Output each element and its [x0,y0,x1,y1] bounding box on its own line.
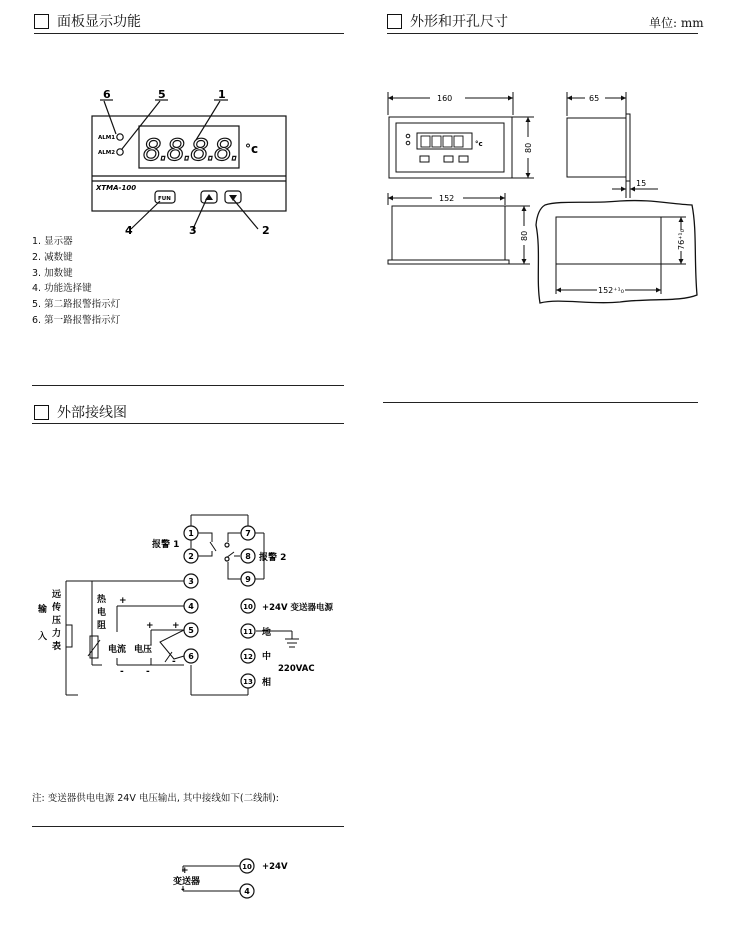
minus-sign: - [146,667,150,677]
legend-item: 2. 减数键 [32,251,73,263]
dim-cutout-height: 76⁺¹₀ [677,229,686,250]
legend-item: 1. 显示器 [32,236,73,247]
dim-front-height: 80 [524,142,533,153]
plus-sign: + [146,621,154,631]
terminal-4: 4 [188,602,194,611]
legend-item: 3. 加数键 [32,267,73,279]
terminal-2: 2 [188,552,194,561]
gauge-char: 表 [52,642,62,652]
plus-sign: + [119,596,127,606]
alm2-label: ALM2 [98,150,116,156]
fun-key-label: FUN [158,196,171,202]
gauge-char: 压 [52,616,62,626]
legend-item: 6. 第一路报警指示灯 [32,314,121,326]
legend-item: 4. 功能选择键 [32,283,92,295]
t13-label: 相 [262,678,272,688]
callout-3: 3 [189,224,197,237]
input-char: 入 [38,632,48,642]
dim-panel-thickness: 15 [636,179,647,188]
callout-5: 5 [158,88,166,101]
current-label: 电流 [108,645,127,655]
alarm2-label: 报警 2 [259,553,287,563]
led-display: 8.8.8.8. [143,133,238,167]
voltage-label: 电压 [134,645,153,655]
dim-depth: 65 [589,94,600,103]
callout-6: 6 [103,88,111,101]
dim-cutout-width: 152⁺¹₀ [598,286,624,295]
alm1-label: ALM1 [98,135,116,141]
terminal-1: 1 [188,529,194,538]
thermal-char: 热 [97,595,107,605]
callout-4: 4 [125,224,133,237]
callout-2: 2 [262,224,270,237]
plus-sign: + [181,866,189,876]
dim-body-height: 80 [520,230,529,241]
thermal-char: 电 [97,608,107,618]
plus-sign: + [172,621,180,631]
plus24-label: +24V [262,862,288,872]
minus-sign: - [172,657,176,667]
callout-1: 1 [218,88,226,101]
celsius-symbol: °c [245,142,259,156]
terminal-10: 10 [243,603,253,611]
terminal-3: 3 [188,577,194,586]
legend-item: 5. 第二路报警指示灯 [32,299,121,311]
wiring-section-title: 外部接线图 [57,405,127,421]
minus-sign: - [120,667,124,677]
dim-body-width: 152 [439,194,455,203]
terminal-12: 12 [243,653,253,661]
terminal-4-small: 4 [244,887,250,896]
minus-sign: - [181,885,185,895]
gauge-char: 力 [52,629,62,639]
input-char: 输 [38,605,48,615]
t11-label: 地 [262,628,272,638]
terminal-6: 6 [188,652,194,661]
terminal-8: 8 [245,552,251,561]
unit-label: 单位: mm [649,16,704,30]
terminal-10-small: 10 [242,863,252,871]
t10-label: +24V 变送器电源 [262,603,333,613]
terminal-9: 9 [245,575,251,584]
wiring-note: 注: 变送器供电电源 24V 电压输出, 其中接线如下(二线制): [32,793,280,804]
terminal-5: 5 [188,626,194,635]
panel-section-title: 面板显示功能 [57,14,141,30]
terminal-13: 13 [243,678,253,686]
alarm1-label: 报警 1 [152,540,180,550]
outline-section-title: 外形和开孔尺寸 [410,14,508,30]
terminal-11: 11 [243,628,253,636]
model-label: XTMA-100 [96,184,137,192]
gauge-char: 传 [52,603,62,613]
terminal-7: 7 [245,529,251,538]
transmitter-label: 变送器 [173,877,201,887]
thermal-char: 阻 [97,621,107,631]
dim-front-width: 160 [437,94,453,103]
t12-label: 中 [262,652,272,662]
front-celsius-symbol: °c [475,140,483,148]
gauge-char: 远 [52,590,62,600]
ac-label: 220VAC [278,664,315,674]
